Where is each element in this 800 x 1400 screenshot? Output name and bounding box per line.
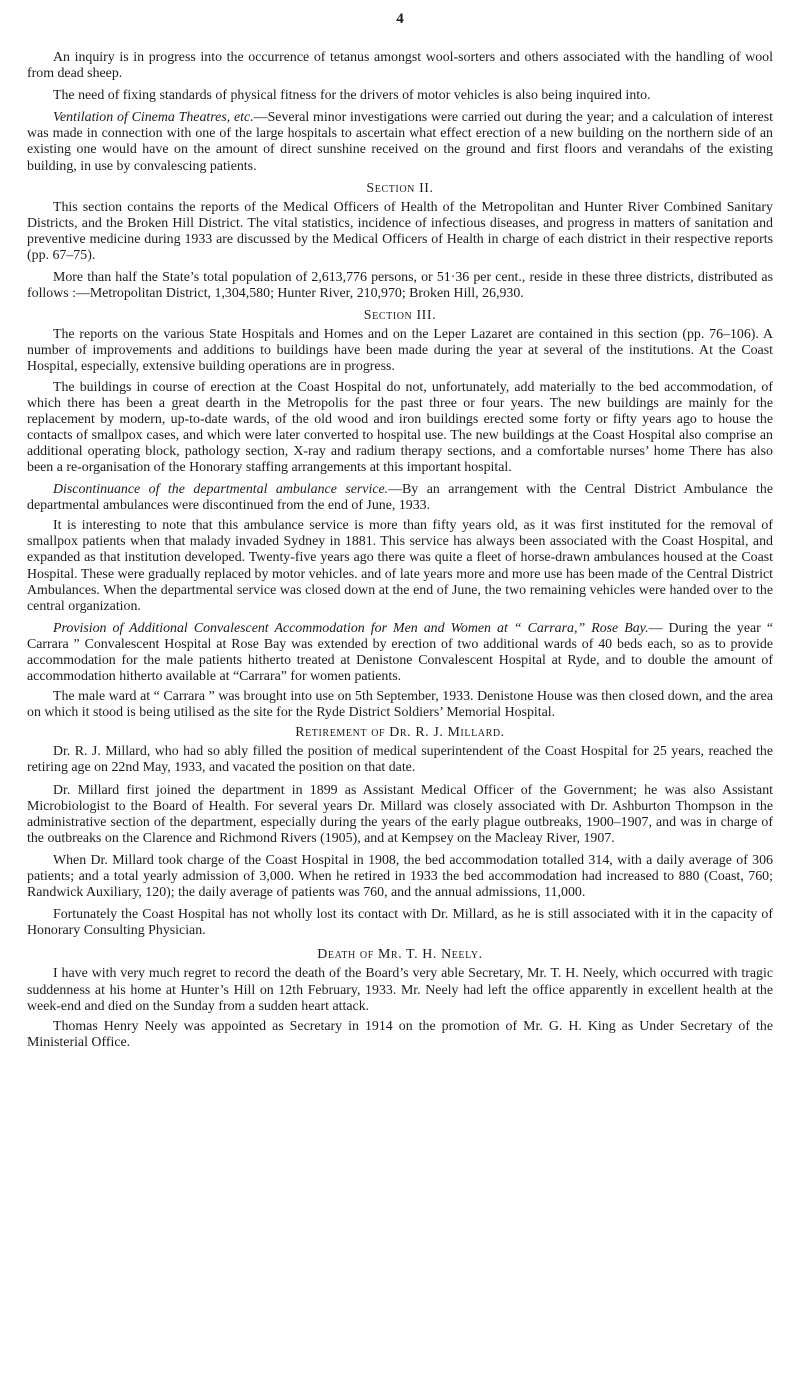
paragraph-tetanus-inquiry: An inquiry is in progress into the occurrence of tetanus amongst wool-sorters and others associated with the handling of wool from dead sheep.	[27, 50, 773, 82]
paragraph-section-ii-contents: This section contains the reports of the Medical Officers of Health of the Metropolitan and Hunter River Combined Sanitary Districts, and the Broken Hill District. The vital statistics, incidence of infectious diseases, and progress in matters of sanitation and preventive medicine during 1933 are discussed by the Medical Officers of Health in charge of each district in their respective reports (pp. 67–75).	[27, 199, 773, 263]
paragraph-population: More than half the State’s total population of 2,613,776 persons, or 51·36 per cent., reside in these three districts, distributed as follows :—Metropolitan District, 1,304,580; Hunter River, 210,970; Broken Hill, 26,930.	[27, 270, 773, 302]
paragraph-motor-drivers: The need of fixing standards of physical fitness for the drivers of motor vehicles is also being inquired into.	[53, 88, 651, 104]
paragraph-millard-consulting: Fortunately the Coast Hospital has not wholly lost its contact with Dr. Millard, as he is still associated with it in the capacity of Honorary Consulting Physician.	[27, 907, 773, 939]
ventilation-text: —Several minor investigations were carried out during the year; and a calculation of interest was made in connection with one of the large hospitals to ascertain what effect erection of a new building on the northern side of an existing one would have on the amount of direct sunshine received on the ground and first floors and verandahs of the existing building, in use by convalescing patients.	[27, 110, 773, 174]
carrara-text: — During the year “ Carrara ” Convalescent Hospital at Rose Bay was extended by erection of two additional wards of 40 beds each, so as to provide accommodation for the male patients hitherto treated at Denistone Convalescent Hospital at Ryde, and to double the amount of accommodation hitherto available at “Carrara” for women patients.	[27, 620, 774, 685]
paragraph-coast-hospital-buildings: The buildings in course of erection at the Coast Hospital do not, unfortunately, add materially to the bed accommodation, of which there has been a great dearth in the Metropolis for the past three or four years. The new buildings are mainly for the replacement by modern, up-to-date wards, of the old wood and iron buildings erected some forty or fifty years ago to house the contacts of smallpox cases, and which were later converted to hospital use. The new buildings at the Coast Hospital also comprise an additional operating block, pathology section, X-ray and radium therapy sections, and a comfortable nurses’ home There has also been a re-organisation of the Honorary staffing arrangements at this important hospital.	[27, 379, 773, 475]
section-heading-millard: Retirement of Dr. R. J. Millard.	[295, 725, 505, 741]
paragraph-carrara	[27, 621, 773, 685]
paragraph-ambulance-history: It is interesting to note that this ambulance service is more than fifty years old, as it was first instituted for the removal of smallpox patients when that malady invaded Sydney in 1881. This service has always been associated with the Coast Hospital, and expanded as that institution developed. Twenty-five years ago there was quite a fleet of horse-drawn ambulances housed at the Coast Hospital. These were gradually replaced by motor vehicles. and of late years more and more use has been made of the Central District Ambulances. When the departmental service was closed down at the end of June, the two remaining vehicles were handed over to the central organization.	[27, 518, 773, 614]
ventilation-heading: Ventilation of Cinema Theatres, etc.	[53, 110, 254, 126]
paragraph-neely-appointment: Thomas Henry Neely was appointed as Secretary in 1914 on the promotion of Mr. G. H. King as Under Secretary of the Ministerial Office.	[27, 1018, 773, 1050]
ambulance-heading: Discontinuance of the departmental ambulance service.	[53, 482, 389, 498]
section-heading-ii: Section II.	[366, 180, 434, 196]
paragraph-neely-death: I have with very much regret to record the death of the Board’s very able Secretary, Mr. T. H. Neely, which occurred with tragic suddenness at his home at Hunter’s Hill on 12th February, 1933. Mr. Neely had left the office apparently in excellent health at the week-end and died on the Sunday from a sudden heart attack.	[27, 966, 773, 1014]
paragraph-ventilation	[27, 110, 773, 174]
section-heading-neely: Death of Mr. T. H. Neely.	[317, 947, 483, 963]
paragraph-carrara-male-ward: The male ward at “ Carrara ” was brought into use on 5th September, 1933. Denistone House was then closed down, and the area on which it stood is being utilised as the site for the Ryde District Soldiers’ Memorial Hospital.	[27, 689, 773, 721]
paragraph-ambulance-discontinuance	[27, 482, 773, 514]
ambulance-text: —By an arrangement with the Central District Ambulance the departmental ambulances were discontinued from the end of June, 1933.	[27, 482, 773, 514]
carrara-heading: Provision of Additional Convalescent Accommodation for Men and Women at “ Carrara,” Rose Bay.	[53, 620, 649, 636]
page-number: 4	[396, 11, 404, 27]
section-heading-iii: Section III.	[363, 308, 437, 324]
paragraph-millard-retirement: Dr. R. J. Millard, who had so ably filled the position of medical superintendent of the Coast Hospital for 25 years, reached the retiring age on 22nd May, 1933, and vacated the position on that date.	[27, 744, 773, 776]
paragraph-millard-hospital-growth: When Dr. Millard took charge of the Coast Hospital in 1908, the bed accommodation totalled 314, with a daily average of 306 patients; and a total yearly admission of 3,000. When he retired in 1933 the bed accommodation had increased to 880 (Coast, 760; Randwick Auxiliary, 120); the daily average of patients was 760, and the annual admissions, 11,000.	[27, 852, 773, 901]
paragraph-millard-career: Dr. Millard first joined the department in 1899 as Assistant Medical Officer of the Government; he was also Assistant Microbiologist to the Board of Health. For several years Dr. Millard was closely associated with Dr. Ashburton Thompson in the administrative section of the department, especially during the years of the early plague outbreaks, 1900–1907, and was in charge of the outbreaks on the Clarence and Richmond Rivers (1905), and at Kempsey on the Macleay River, 1907.	[27, 782, 773, 846]
paragraph-section-iii-contents: The reports on the various State Hospitals and Homes and on the Leper Lazaret are contained in this section (pp. 76–106). A number of improvements and additions to buildings have been made during the year at several of the institutions. At the Coast Hospital, especially, extensive building operations are in progress.	[27, 327, 773, 375]
